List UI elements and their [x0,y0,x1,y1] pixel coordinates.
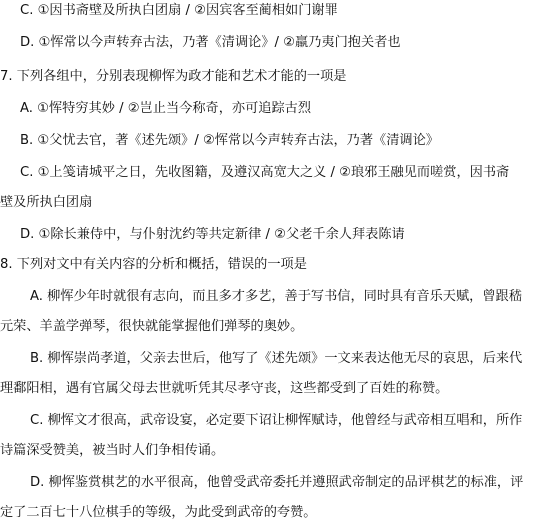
question-8: 8. 下列对文中有关内容的分析和概括，错误的一项是 [0,257,307,272]
q7-option-a: A. ①恽特穷其妙 / ②岂止当今称奇，亦可追踪古烈 [20,101,312,116]
q6-option-d: D. ①恽常以今声转弃古法，乃著《清调论》/ ②羸乃夷门抱关者也 [20,35,401,50]
q8-option-c-cont: 诗篇深受赞美，被当时人们争相传诵。 [0,443,225,458]
q6-option-c: C. ①因书斋壁及所执白团扇 / ②因宾客至蔺相如门谢罪 [20,3,338,18]
q8-option-d: D. 柳恽鉴赏棋艺的水平很高，他曾受武帝委托并遵照武帝制定的品评棋艺的标准，评 [30,475,524,490]
q8-option-a-cont: 元荣、羊盖学弹琴，很快就能掌握他们弹琴的奥妙。 [0,319,304,334]
q8-option-a: A. 柳恽少年时就很有志向，而且多才多艺，善于写书信，同时具有音乐天赋，曾跟嵇 [30,289,522,304]
q8-option-b-cont: 理鄱阳相，遇有官属父母去世就听凭其尽孝守丧，这些都受到了百姓的称赞。 [0,381,449,396]
q8-option-c: C. 柳恽文才很高，武帝设宴，必定要下诏让柳恽赋诗，他曾经与武帝相互唱和，所作 [30,413,523,428]
q7-option-c-cont: 壁及所执白团扇 [0,195,93,210]
q8-option-b: B. 柳恽崇尚孝道，父亲去世后，他写了《述先颂》一文来表达他无尽的哀思，后来代 [30,351,523,366]
q7-option-d: D. ①除长兼侍中，与仆射沈约等共定新律 / ②父老千余人拜表陈请 [20,227,405,242]
question-7: 7. 下列各组中，分别表现柳恽为政才能和艺术才能的一项是 [0,69,347,84]
q8-option-d-cont: 定了二百七十八位棋手的等级，为此受到武帝的夸赞。 [0,505,317,520]
q7-option-c: C. ①上笺请城平之日，先收图籍，及遵汉高宽大之义 / ②琅邪王融见而嗟赏，因书斋 [20,165,510,180]
q7-option-b: B. ①父忧去官，著《述先颂》/ ②恽常以今声转弃古法，乃著《清调论》 [20,133,439,148]
